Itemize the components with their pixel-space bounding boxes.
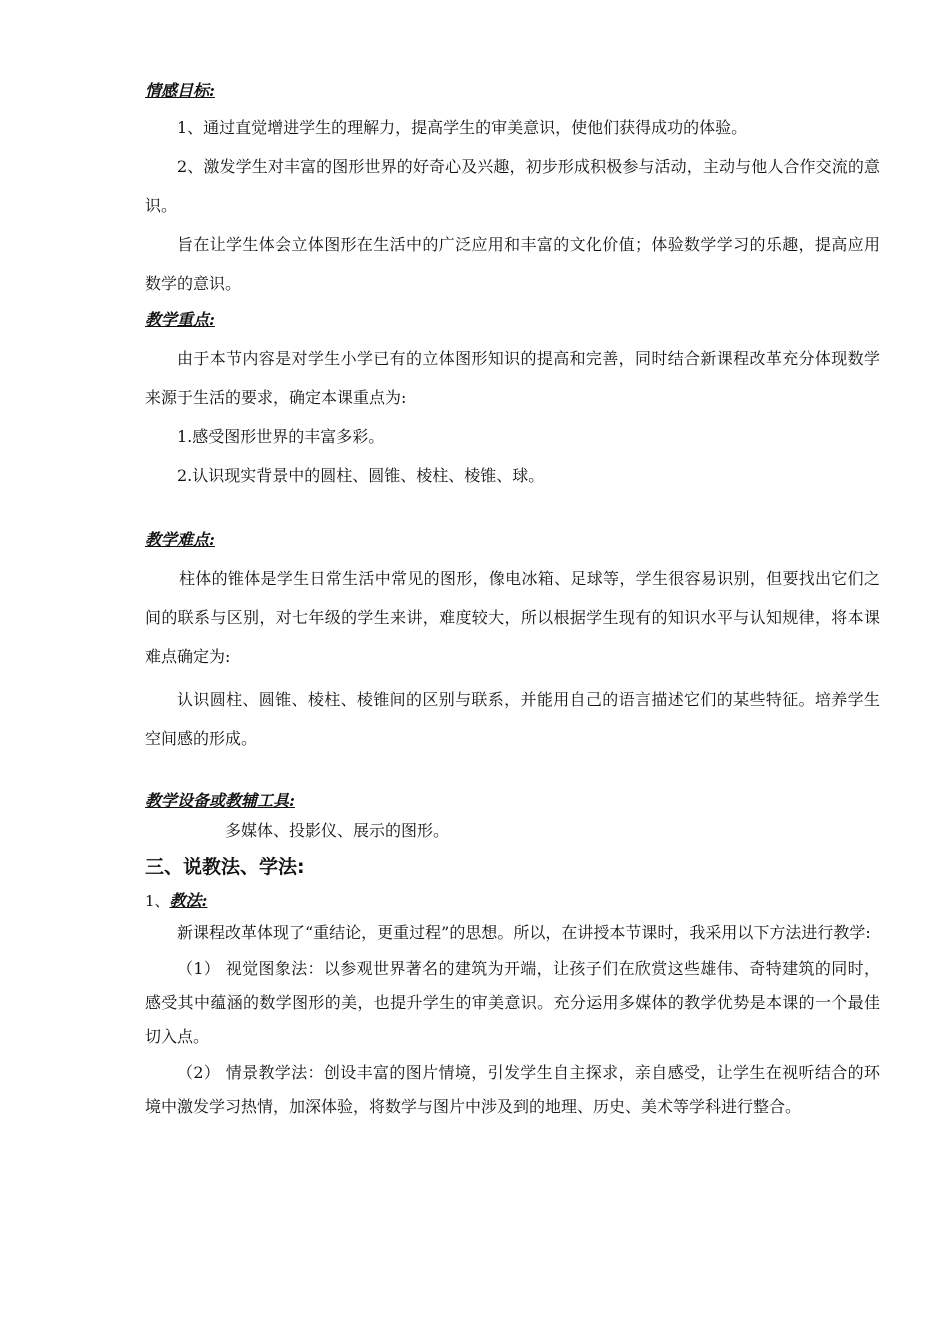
teaching-method-intro: 新课程改革体现了“重结论，更重过程”的思想。所以，在讲授本节课时，我采用以下方法进行教学:	[177, 923, 871, 942]
teaching-method-2: （2） 情景教学法：创设丰富的图片情境，引发学生自主探求，亲自感受，让学生在视听结合的环境中激发学习热情，加深体验，将数学与图片中涉及到的地理、历史、美术等学科进行整合。	[145, 1063, 880, 1116]
teaching-method-number: 1、	[145, 892, 170, 910]
teaching-method-label: 教法:	[169, 891, 208, 910]
equipment-list: 多媒体、投影仪、展示的图形。	[225, 821, 450, 840]
teaching-method-heading	[145, 886, 880, 916]
difficulties-statement: 认识圆柱、圆锥、棱柱、棱锥间的区别与联系，并能用自己的语言描述它们的某些特征。培养学生空间感的形成。	[145, 690, 880, 748]
teaching-method-1: （1） 视觉图象法：以参观世界著名的建筑为开端，让孩子们在欣赏这些雄伟、奇特建筑的同时，感受其中蕴涵的数学图形的美，也提升学生的审美意识。充分运用多媒体的教学优势是本课的一个最佳切入点。	[145, 959, 880, 1046]
key-point-1: 1.感受图形世界的丰富多彩。	[177, 427, 385, 446]
emotion-goal-item-2: 2、激发学生对丰富的图形世界的好奇心及兴趣，初步形成积极参与活动，主动与他人合作交流的意识。	[145, 157, 880, 215]
difficulties-intro: 柱体的锥体是学生日常生活中常见的图形，像电冰箱、足球等，学生很容易识别，但要找出它们之间的联系与区别，对七年级的学生来讲，难度较大，所以根据学生现有的知识水平与认知规律，将本课难点确定为:	[145, 569, 880, 666]
document-body	[145, 78, 880, 1124]
emotion-goal-summary: 旨在让学生体会立体图形在生活中的广泛应用和丰富的文化价值；体验数学学习的乐趣，提高应用数学的意识。	[145, 235, 880, 293]
equipment-label: 教学设备或教辅工具:	[145, 791, 295, 810]
section-3-heading: 三、说教法、学法:	[145, 856, 305, 878]
difficulties-label: 教学难点:	[145, 530, 215, 549]
key-point-2: 2.认识现实背景中的圆柱、圆锥、棱柱、棱锥、球。	[177, 466, 545, 485]
emotion-goal-item-1: 1、通过直觉增进学生的理解力，提高学生的审美意识，使他们获得成功的体验。	[177, 118, 748, 137]
key-points-label: 教学重点:	[145, 310, 215, 329]
emotion-goal-label: 情感目标:	[145, 81, 215, 100]
key-points-intro: 由于本节内容是对学生小学已有的立体图形知识的提高和完善，同时结合新课程改革充分体现数学来源于生活的要求，确定本课重点为:	[145, 349, 880, 407]
